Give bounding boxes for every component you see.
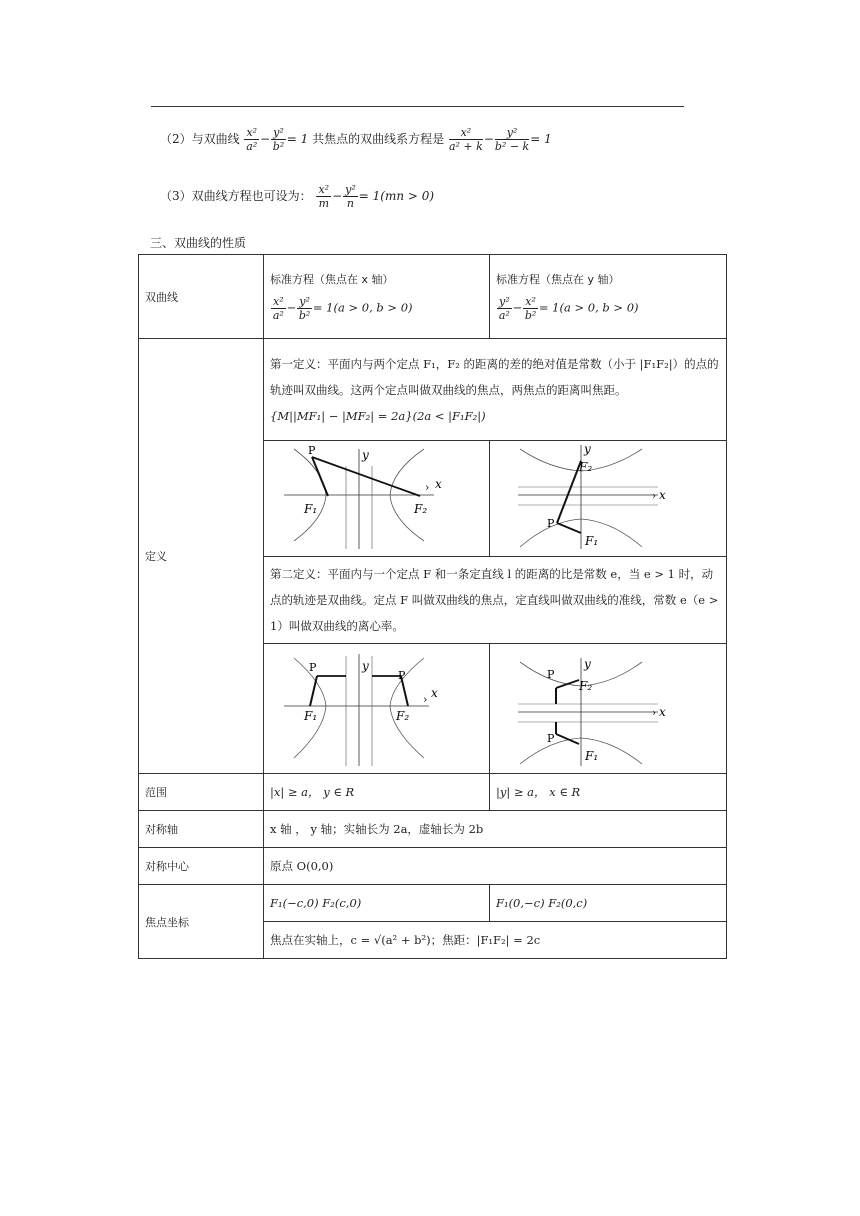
svg-text:›: › [425,481,430,494]
hyperbola-figure-x-def1 [264,441,488,553]
item-2-mid: 共焦点的双曲线系方程是 [312,132,445,146]
hyperbola-figure-y-def2 [490,644,726,770]
cell-eq-x [264,255,490,339]
fig1-x [264,441,490,557]
svg-text:F₂: F₂ [578,679,593,693]
header-rule [151,106,684,107]
svg-text:x: x [431,686,438,700]
label-center: 对称中心 [139,848,264,885]
label-definition: 定义 [139,339,264,774]
svg-text:F₁: F₁ [304,709,318,723]
fig1-y [489,441,726,557]
svg-text:P: P [308,444,316,457]
def1 [264,339,727,441]
fig2-y [489,644,726,774]
def2-text: 第二定义：平面内与一个定点 F 和一条定直线 l 的距离的比是常数 e，当 e > 1 时，动点的轨迹是双曲线。定点 F 叫做双曲线的焦点，定直线叫做双曲线的准线，常数 e（e > 1）叫做双曲线的离心率。 [270,567,719,633]
fig2-x [264,644,490,774]
svg-text:F₂: F₂ [578,460,593,474]
range-y: |y| ≥ a， x ∈ R [489,774,726,811]
focus-common: 焦点在实轴上，c = √(a² + b²)；焦距：|F₁F₂| = 2c [264,922,727,959]
cell-eq-y [489,255,726,339]
svg-text:›: › [423,693,428,706]
label-range: 范围 [139,774,264,811]
svg-text:P: P [546,732,555,745]
svg-text:F₁: F₁ [584,534,599,548]
label-hyperbola: 双曲线 [139,255,264,339]
svg-text:F₂: F₂ [396,709,410,723]
row-axis [139,811,727,848]
label-focus: 焦点坐标 [139,885,264,959]
item-2 [160,126,552,153]
center-value: 原点 O(0,0) [264,848,727,885]
def2 [264,557,727,644]
row-hyperbola [139,255,727,339]
svg-text:P: P [546,517,555,530]
svg-text:x: x [435,477,442,491]
svg-text:P: P [309,661,317,674]
svg-text:y: y [362,448,369,462]
focus-y: F₁(0,−c) F₂(0,c) [489,885,726,922]
svg-text:P: P [546,668,555,681]
item-2-eq1: $\frac{\text{x²}}{\text{a²}}$ − $\frac{\text{y²}}{\text{b²}}$ = 1 [246,126,309,153]
eq-x: $\frac{\text{x²}}{\text{a²}}$ − $\frac{\text{y²}}{\text{b²}}$ = 1(a > 0, b > 0) [272,295,413,322]
row-focus [139,885,727,922]
svg-text:y: y [362,659,369,673]
properties-table [138,254,727,959]
item-3-prefix: （3）双曲线方程也可设为： [160,189,312,203]
item-3-eq: $\frac{\text{x²}}{m}$ − $\frac{\text{y²}}{n}$ = 1(mn > 0) [318,183,435,210]
row-range [139,774,727,811]
svg-text:›: › [651,708,656,719]
svg-text:y: y [583,442,591,456]
eq-y: $\frac{\text{y²}}{\text{a²}}$ − $\frac{\text{x²}}{\text{b²}}$ = 1(a > 0, b > 0) [498,295,639,322]
hyperbola-figure-y-def1 [490,441,726,553]
svg-text:F₁: F₁ [304,502,318,516]
svg-text:P: P [398,669,406,682]
hyperbola-figure-x-def2 [264,644,488,770]
svg-text:F₂: F₂ [414,502,428,516]
row-center [139,848,727,885]
col-y-title: 标准方程（焦点在 y 轴） [495,273,620,286]
svg-text:y: y [583,657,591,671]
def1-set: {M||MF₁| − |MF₂| = 2a}(2a < |F₁F₂|) [270,408,486,423]
svg-text:F₁: F₁ [584,749,599,763]
item-3 [160,183,434,210]
label-axis: 对称轴 [139,811,264,848]
item-2-eq2: $\frac{\text{x²}}{\text{a² + k}}$ − $\frac{\text{y²}}{\text{b² − k}}$ = 1 [448,126,552,153]
focus-x: F₁(−c,0) F₂(c,0) [264,885,490,922]
svg-text:›: › [651,491,656,502]
def1-text: 第一定义：平面内与两个定点 F₁，F₂ 的距离的差的绝对值是常数（小于 |F₁F₂|）的点的轨迹叫双曲线。这两个定点叫做双曲线的焦点，两焦点的距离叫焦距。 [270,356,719,397]
section-title: 三、双曲线的性质 [150,236,247,250]
svg-text:x: x [658,488,666,502]
col-x-title: 标准方程（焦点在 x 轴） [270,273,394,286]
svg-text:x: x [658,705,666,719]
item-2-prefix: （2）与双曲线 [160,132,240,146]
range-x: |x| ≥ a， y ∈ R [264,774,490,811]
axis-value: x 轴 ， y 轴；实轴长为 2a，虚轴长为 2b [264,811,727,848]
